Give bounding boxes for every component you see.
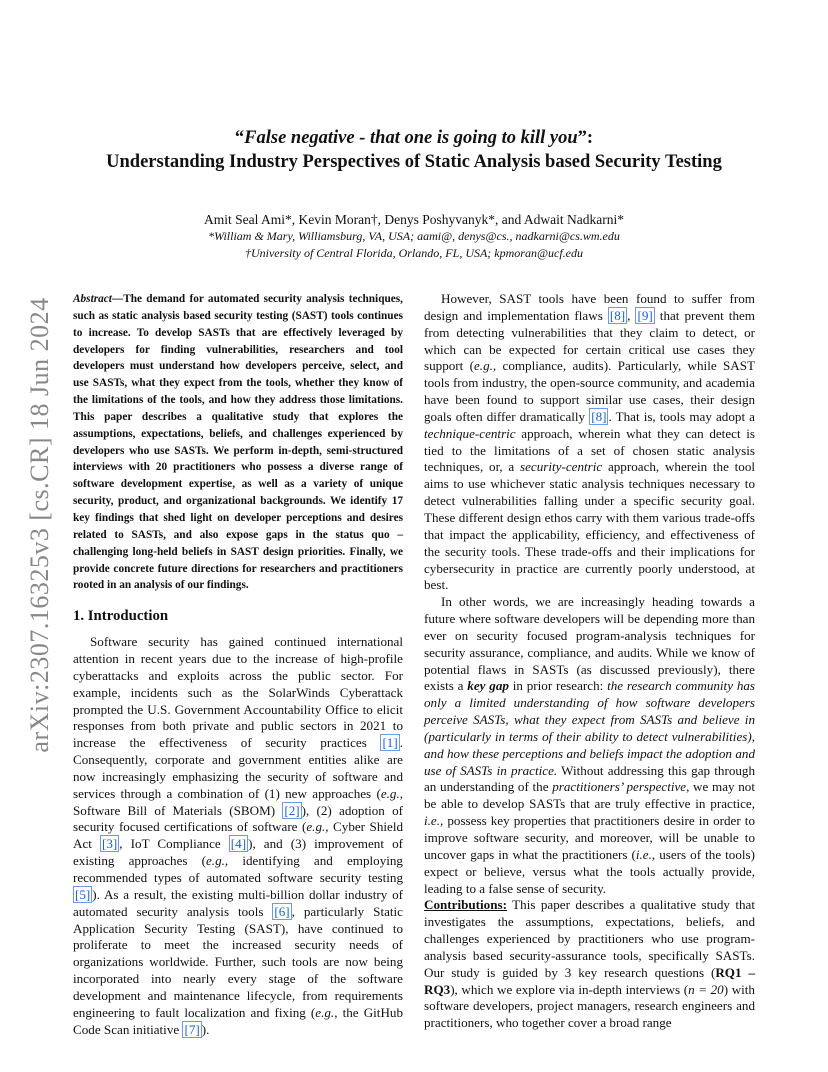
citation-link[interactable]: [5] [75,886,91,902]
citation-link[interactable]: [2] [284,802,300,818]
left-column [73,291,403,1038]
section-heading-introduction: 1. Introduction [73,608,169,625]
title-quote: False negative - that one is going to kill you [244,128,578,148]
title-line-2: Understanding Industry Perspectives of Static Analysis based Security Testing [106,152,722,172]
abstract [73,291,403,594]
paper-title [60,126,768,174]
intro-paragraph-2: However, SAST tools have been found to suffer from design and implementation flaws [8] , [9] that prevent them from detecting vulnerabilities that they claim to detect, or which can be expected for certain critical use cases they support (e.g., compliance, audits). Particularly, while SAST tools from industry, the open-source community, and academia have been found to support similar use cases, their design goals often differ dramatically [8] . That is, tools may adopt a technique-centric approach, wherein what they can detect is tied to the limitations of a set of chosen static analysis techniques, or, a security-centric approach, wherein the tool aims to use whichever static analysis techniques necessary to detect vulnerabilities falling under a specific security goal. These different design ethos carry with them various trade-offs that impact the applicability, efficiency, and effectiveness of the security tools. These trade-offs and their implications for cybersecurity in practice are currently poorly understood, at best. [424,291,756,593]
citation-link[interactable]: [9] [637,307,653,323]
title-close-quote: ”: [577,128,594,148]
abstract-text: —The demand for automated security analysis techniques, such as static analysis based security testing (SAST) tools continues to increase. To develop SASTs that are effectively leveraged by developers for finding vulnerabilities, researchers and tool developers must understand how developers perceive, select, and use SASTs, what they expect from the tools, whether they know of the limitations of the tools, and how they address those limitations. This paper describes a qualitative study that explores the assumptions, expectations, beliefs, and challenges experienced by developers who use SASTs. We perform in-depth, semi-structured interviews with 20 practitioners who possess a diverse range of software development expertise, as well as a variety of unique security, product, and organizational backgrounds. We identify 17 key findings that shed light on developer perceptions and desires related to SASTs, and also expose gaps in the status quo – challenging long-held beliefs in SAST design priorities. Finally, we provide concrete future directions for researchers and practitioners rooted in an analysis of our findings. [73,293,403,592]
arxiv-identifier: arXiv:2307.16325v3 [cs.CR] 18 Jun 2024 [25,297,54,753]
contributions-label: Contributions: [424,897,507,913]
research-gap-statement: the research community has only a limited understanding of how software developers perceive SASTs, what they expect from SASTs and believe in (particularly in terms of their ability to detect vulnerabilities), and how these perceptions and beliefs impact the adoption and use of SASTs in practice. [424,678,756,778]
citation-link[interactable]: [1] [382,735,398,751]
citation-link[interactable]: [7] [184,1021,200,1037]
citation-link[interactable]: [3] [102,836,118,852]
contributions-paragraph: Contributions: This paper describes a qualitative study that investigates the assumptions, expectations, beliefs, and challenges experienced by practitioners who use program-analysis based security-assurance tools, specifically SASTs. Our study is guided by 3 key research questions (RQ1 – RQ3), which we explore via in-depth interviews (n = 20) with software developers, project managers, research engineers and practitioners, who together cover a broad range [424,897,755,1031]
affiliation-1: *William & Mary, Williamsburg, VA, USA; aami@, denys@cs., nadkarni@cs.wm.edu [208,229,620,243]
citation-link[interactable]: [8] [609,307,626,323]
abstract-label: Abstract [73,293,112,305]
intro-paragraph-1: Software security has gained continued international attention in recent years due to the increase of high-profile cyberattacks and exploits across the public sector. For example, incidents such as the SolarWinds Cyberattack prompted the U.S. Government Accountability Office to elicit responses from both private and public sectors in 2021 to increase the effectiveness of security practices [1] . Consequently, corporate and government entities alike are now increasingly emphasizing the security of software and services through a combination of (1) new approaches (e.g., Software Bill of Materials (SBOM) [2] ), (2) adoption of security focused certifications of software (e.g., Cyber Shield Act [3] , IoT Compliance [4] ), and (3) improvement of existing approaches (e.g., identifying and employing recommended types of automated software security testing [5] ). As a result, the existing multi-billion dollar industry of automated security analysis tools [6] , particularly Static Application Security Testing (SAST), have continued to proliferate to meet the increased security needs of organizations worldwide. Further, such tools are now being incorporated into nearly every stage of the software development and maintenance lifecycle, from requirements engineering to fault localization and fixing (e.g., the GitHub Code Scan initiative [7] ). [73,634,404,1037]
citation-link[interactable]: [4] [230,836,247,852]
author-list: Amit Seal Ami*, Kevin Moran†, Denys Poshyvanyk*, and Adwait Nadkarni* [204,212,624,227]
key-gap-emphasis: key gap [467,678,509,694]
right-column [424,291,755,1032]
title-open-quote: “ [234,128,245,148]
citation-link[interactable]: [6] [274,903,290,919]
affiliation-2: †University of Central Florida, Orlando, FL, USA; kpmoran@ucf.edu [244,246,583,260]
intro-paragraph-3: In other words, we are increasingly heading towards a future where software developers will be depending more than ever on security focused program-analysis techniques for security assurance, compliance, and audits. While we know of potential flaws in SASTs (as discussed previously), there exists a key gap in prior research: the research community has only a limited understanding of how software developers perceive SASTs, what they expect from SASTs and believe in (particularly in terms of their ability to detect vulnerabilities), and how these perceptions and beliefs impact the adoption and use of SASTs in practice. Without addressing this gap through an understanding of the practitioners’ perspective, we may not be able to develop SASTs that are truly effective in practice, i.e., possess key properties that practitioners desire in order to improve software security, and moreover, will be unable to uncover gaps in what the practitioners (i.e., users of the tools) expect or believe, versus what the tools actually provide, leading to a false sense of security. [424,594,756,896]
citation-link[interactable]: [8] [591,408,607,424]
